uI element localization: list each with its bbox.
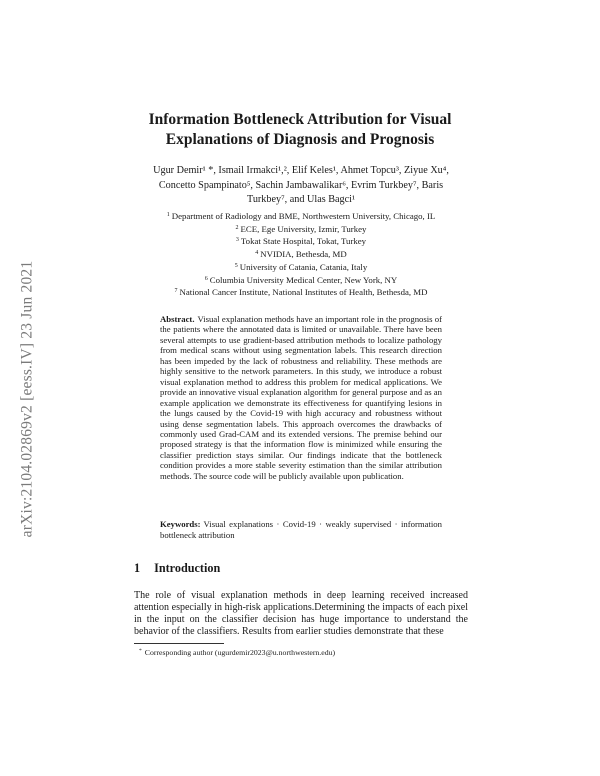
- abstract-label: Abstract.: [160, 314, 195, 324]
- section-heading: [134, 561, 220, 576]
- affiliation-item: [138, 274, 464, 287]
- affiliation-item: [138, 223, 464, 236]
- affiliation-number: 1: [166, 212, 170, 218]
- affiliation-item: [138, 261, 464, 274]
- affiliation-number: 7: [174, 288, 178, 295]
- footnote-mark: *: [139, 648, 142, 654]
- arxiv-identifier: arXiv:2104.02869v2 [eess.IV] 23 Jun 2021: [18, 260, 36, 538]
- affiliation-text: University of Catania, Catania, Italy: [239, 261, 368, 272]
- arxiv-stamp: [12, 210, 42, 588]
- paper-title: Information Bottleneck Attribution for Visual Explanations of Diagnosis and Prognosis: [148, 111, 452, 148]
- keywords-text: Visual explanations · Covid-19 · weakly supervised · information bottleneck attribution: [160, 519, 442, 540]
- affiliation-text: Tokat State Hospital, Tokat, Turkey: [240, 236, 367, 247]
- section-number: 1: [134, 561, 141, 575]
- affiliation-list: [138, 210, 464, 299]
- affiliation-number: 4: [255, 250, 259, 257]
- intro-paragraph: The role of visual explanation methods in deep learning received increased attention especially in high-risk applications.Determining the impacts of each pixel in the input on the classifier decision has huge importance to understand the behavior of the classifiers. Results from earlier studies demonstrate that these: [134, 590, 468, 638]
- section-title: Introduction: [154, 561, 221, 575]
- affiliation-text: Department of Radiology and BME, Northwestern University, Chicago, IL: [171, 211, 436, 221]
- keywords: [160, 519, 442, 540]
- affiliation-number: 5: [234, 262, 238, 269]
- affiliation-number: 2: [235, 224, 239, 231]
- affiliation-item: [138, 248, 464, 261]
- affiliation-item: [138, 235, 464, 248]
- footnote-rule: [134, 643, 224, 644]
- footnote-text: Corresponding author (ugurdemir2023@u.northwestern.edu): [144, 648, 336, 657]
- keywords-label: Keywords:: [160, 519, 201, 529]
- affiliation-text: Columbia University Medical Center, New York, NY: [209, 274, 398, 285]
- author-list: Ugur Demir¹ *, Ismail Irmakci¹,², Elif Keles¹, Ahmet Topcu³, Ziyue Xu⁴, Concetto Spampinato⁵, Sachin Jambawalikar⁶, Evrim Turkbey⁷, Baris Turkbey⁷, and Ulas Bagci¹: [153, 165, 449, 205]
- affiliation-number: 3: [235, 237, 239, 244]
- affiliation-text: ECE, Ege University, Izmir, Turkey: [240, 223, 367, 234]
- affiliation-number: 6: [204, 275, 208, 282]
- affiliation-item: [138, 210, 464, 223]
- affiliation-text: NVIDIA, Bethesda, MD: [260, 249, 347, 260]
- abstract-text: Visual explanation methods have an important role in the prognosis of the patients where the annotated data is limited or unavailable. There have been several attempts to use gradient-based attribution methods to localize pathology from medical scans without using segmentation labels. This research direction has been impeded by the lack of robustness and reliability. These methods are highly sensitive to the network parameters. In this study, we introduce a robust visual explanation method to address this problem for medical applications. We provide an innovative visual explanation algorithm for general purpose and as an example application we demonstrate its effectiveness for quantifying lesions in the lungs caused by the Covid-19 with high accuracy and robustness without using dense segmentation labels. This approach overcomes the drawbacks of commonly used Grad-CAM and its extended versions. The premise behind our proposed strategy is that the information flow is minimized while ensuring the classifier prediction stays similar. Our findings indicate that the bottleneck condition provides a more stable severity estimation than the similar attribution methods. The source code will be publicly available upon publication.: [160, 314, 442, 481]
- affiliation-item: [138, 286, 464, 299]
- abstract: [160, 314, 442, 481]
- affiliation-text: National Cancer Institute, National Institutes of Health, Bethesda, MD: [179, 287, 428, 298]
- footnote: [134, 646, 468, 658]
